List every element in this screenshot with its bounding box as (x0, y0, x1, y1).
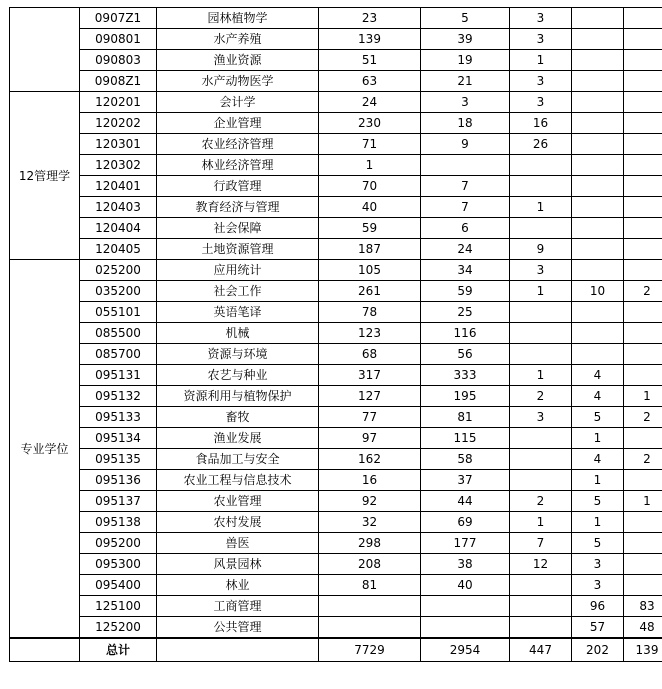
value-cell (572, 344, 624, 365)
major-cell: 农村发展 (157, 512, 319, 533)
table-row (10, 155, 662, 176)
code-cell: 120404 (80, 218, 157, 239)
value-cell: 40 (319, 197, 421, 218)
table-row (10, 491, 662, 512)
value-cell: 3 (510, 71, 572, 92)
value-cell: 1 (624, 491, 662, 512)
code-cell: 0907Z1 (80, 8, 157, 29)
value-cell (510, 218, 572, 239)
value-cell: 127 (319, 386, 421, 407)
value-cell: 57 (572, 617, 624, 639)
value-cell (624, 8, 662, 29)
value-cell: 9 (421, 134, 510, 155)
value-cell (510, 470, 572, 491)
value-cell (572, 29, 624, 50)
major-cell: 林业经济管理 (157, 155, 319, 176)
empty-cell (157, 638, 319, 662)
value-cell: 162 (319, 449, 421, 470)
value-cell: 1 (510, 50, 572, 71)
value-cell: 1 (510, 512, 572, 533)
value-cell: 2 (624, 407, 662, 428)
value-cell: 34 (421, 260, 510, 281)
value-cell (510, 155, 572, 176)
value-cell: 5 (421, 8, 510, 29)
total-value-cell: 139 (624, 638, 662, 662)
table-row (10, 50, 662, 71)
table-row (10, 596, 662, 617)
table-body (10, 8, 662, 662)
value-cell: 5 (572, 533, 624, 554)
value-cell: 5 (572, 491, 624, 512)
enrollment-table (9, 7, 662, 662)
table-row (10, 554, 662, 575)
total-value-cell: 2954 (421, 638, 510, 662)
value-cell (572, 323, 624, 344)
table-row (10, 470, 662, 491)
value-cell: 3 (510, 29, 572, 50)
code-cell: 120301 (80, 134, 157, 155)
value-cell: 63 (319, 71, 421, 92)
code-cell: 095133 (80, 407, 157, 428)
value-cell: 6 (421, 218, 510, 239)
value-cell (624, 50, 662, 71)
value-cell (572, 50, 624, 71)
value-cell (421, 617, 510, 639)
value-cell: 9 (510, 239, 572, 260)
major-cell: 渔业发展 (157, 428, 319, 449)
table-row (10, 71, 662, 92)
value-cell: 32 (319, 512, 421, 533)
value-cell: 18 (421, 113, 510, 134)
table-row (10, 176, 662, 197)
value-cell: 16 (510, 113, 572, 134)
value-cell: 317 (319, 365, 421, 386)
value-cell: 3 (510, 92, 572, 113)
code-cell: 120302 (80, 155, 157, 176)
major-cell: 应用统计 (157, 260, 319, 281)
code-cell: 095138 (80, 512, 157, 533)
value-cell (624, 323, 662, 344)
value-cell: 71 (319, 134, 421, 155)
value-cell (624, 29, 662, 50)
value-cell: 12 (510, 554, 572, 575)
value-cell: 7 (421, 176, 510, 197)
major-cell: 社会工作 (157, 281, 319, 302)
value-cell: 1 (510, 197, 572, 218)
major-cell: 工商管理 (157, 596, 319, 617)
value-cell (624, 554, 662, 575)
value-cell: 96 (572, 596, 624, 617)
value-cell (572, 218, 624, 239)
value-cell (624, 575, 662, 596)
major-cell: 农艺与种业 (157, 365, 319, 386)
table-row (10, 428, 662, 449)
value-cell (572, 92, 624, 113)
value-cell: 230 (319, 113, 421, 134)
value-cell (572, 260, 624, 281)
table-row (10, 533, 662, 554)
value-cell (319, 617, 421, 639)
value-cell: 116 (421, 323, 510, 344)
major-cell: 机械 (157, 323, 319, 344)
value-cell (624, 470, 662, 491)
value-cell (624, 302, 662, 323)
major-cell: 英语笔译 (157, 302, 319, 323)
major-cell: 风景园林 (157, 554, 319, 575)
value-cell: 58 (421, 449, 510, 470)
code-cell: 095137 (80, 491, 157, 512)
value-cell: 105 (319, 260, 421, 281)
category-cell (10, 8, 80, 92)
major-cell: 农业工程与信息技术 (157, 470, 319, 491)
major-cell: 土地资源管理 (157, 239, 319, 260)
major-cell: 水产动物医学 (157, 71, 319, 92)
table-row (10, 8, 662, 29)
code-cell: 095400 (80, 575, 157, 596)
code-cell: 120403 (80, 197, 157, 218)
value-cell: 16 (319, 470, 421, 491)
value-cell: 25 (421, 302, 510, 323)
value-cell: 3 (510, 407, 572, 428)
value-cell (572, 302, 624, 323)
value-cell: 1 (510, 281, 572, 302)
major-cell: 农业经济管理 (157, 134, 319, 155)
value-cell: 24 (319, 92, 421, 113)
code-cell: 090801 (80, 29, 157, 50)
major-cell: 水产养殖 (157, 29, 319, 50)
value-cell: 77 (319, 407, 421, 428)
value-cell: 115 (421, 428, 510, 449)
major-cell: 教育经济与管理 (157, 197, 319, 218)
code-cell: 120201 (80, 92, 157, 113)
value-cell (572, 176, 624, 197)
value-cell: 92 (319, 491, 421, 512)
value-cell (624, 365, 662, 386)
code-cell: 095135 (80, 449, 157, 470)
value-cell (624, 533, 662, 554)
value-cell (510, 302, 572, 323)
code-cell: 085700 (80, 344, 157, 365)
value-cell: 139 (319, 29, 421, 50)
value-cell: 5 (572, 407, 624, 428)
code-cell: 125200 (80, 617, 157, 639)
value-cell (624, 197, 662, 218)
major-cell: 农业管理 (157, 491, 319, 512)
major-cell: 社会保障 (157, 218, 319, 239)
value-cell (572, 197, 624, 218)
table-row (10, 386, 662, 407)
code-cell: 025200 (80, 260, 157, 281)
value-cell (510, 449, 572, 470)
value-cell: 4 (572, 449, 624, 470)
major-cell: 会计学 (157, 92, 319, 113)
code-cell: 095136 (80, 470, 157, 491)
table-row (10, 365, 662, 386)
table-row (10, 617, 662, 639)
value-cell: 3 (510, 8, 572, 29)
value-cell: 23 (319, 8, 421, 29)
value-cell: 83 (624, 596, 662, 617)
value-cell: 44 (421, 491, 510, 512)
value-cell: 2 (510, 386, 572, 407)
value-cell: 195 (421, 386, 510, 407)
code-cell: 095131 (80, 365, 157, 386)
code-cell: 120405 (80, 239, 157, 260)
code-cell: 120401 (80, 176, 157, 197)
value-cell: 208 (319, 554, 421, 575)
code-cell: 120202 (80, 113, 157, 134)
value-cell: 97 (319, 428, 421, 449)
value-cell: 1 (572, 512, 624, 533)
value-cell: 1 (624, 386, 662, 407)
code-cell: 095300 (80, 554, 157, 575)
value-cell: 1 (572, 470, 624, 491)
value-cell: 3 (510, 260, 572, 281)
value-cell: 1 (572, 428, 624, 449)
value-cell: 78 (319, 302, 421, 323)
table-row (10, 281, 662, 302)
code-cell: 095132 (80, 386, 157, 407)
value-cell (624, 428, 662, 449)
major-cell: 资源与环境 (157, 344, 319, 365)
category-cell: 12管理学 (10, 92, 80, 260)
code-cell: 0908Z1 (80, 71, 157, 92)
category-cell: 专业学位 (10, 260, 80, 639)
value-cell (624, 344, 662, 365)
code-cell: 095200 (80, 533, 157, 554)
value-cell (624, 176, 662, 197)
total-label: 总计 (80, 638, 157, 662)
value-cell: 4 (572, 365, 624, 386)
value-cell (510, 323, 572, 344)
code-cell: 090803 (80, 50, 157, 71)
value-cell (510, 428, 572, 449)
value-cell: 261 (319, 281, 421, 302)
value-cell (624, 113, 662, 134)
table-row (10, 302, 662, 323)
value-cell (624, 218, 662, 239)
value-cell (572, 155, 624, 176)
value-cell (624, 239, 662, 260)
table-row (10, 92, 662, 113)
value-cell (572, 113, 624, 134)
value-cell: 68 (319, 344, 421, 365)
major-cell: 企业管理 (157, 113, 319, 134)
value-cell (510, 575, 572, 596)
value-cell: 177 (421, 533, 510, 554)
value-cell: 37 (421, 470, 510, 491)
table-row (10, 575, 662, 596)
empty-cell (10, 638, 80, 662)
value-cell: 26 (510, 134, 572, 155)
value-cell (624, 260, 662, 281)
value-cell: 81 (319, 575, 421, 596)
table-row (10, 260, 662, 281)
value-cell (572, 8, 624, 29)
value-cell: 38 (421, 554, 510, 575)
table-row (10, 407, 662, 428)
table-row (10, 197, 662, 218)
value-cell (624, 71, 662, 92)
value-cell: 3 (572, 575, 624, 596)
table-row (10, 512, 662, 533)
value-cell (510, 596, 572, 617)
value-cell: 24 (421, 239, 510, 260)
code-cell: 055101 (80, 302, 157, 323)
value-cell: 123 (319, 323, 421, 344)
value-cell: 48 (624, 617, 662, 639)
value-cell: 59 (421, 281, 510, 302)
major-cell: 行政管理 (157, 176, 319, 197)
value-cell: 51 (319, 50, 421, 71)
value-cell: 81 (421, 407, 510, 428)
value-cell (510, 344, 572, 365)
table-row (10, 218, 662, 239)
code-cell: 095134 (80, 428, 157, 449)
value-cell (572, 134, 624, 155)
major-cell: 兽医 (157, 533, 319, 554)
value-cell (624, 92, 662, 113)
value-cell (510, 617, 572, 639)
table-row (10, 449, 662, 470)
value-cell: 10 (572, 281, 624, 302)
value-cell: 2 (624, 281, 662, 302)
major-cell: 食品加工与安全 (157, 449, 319, 470)
table-row (10, 29, 662, 50)
code-cell: 035200 (80, 281, 157, 302)
value-cell: 56 (421, 344, 510, 365)
value-cell: 187 (319, 239, 421, 260)
table-row (10, 239, 662, 260)
table-row (10, 344, 662, 365)
value-cell: 333 (421, 365, 510, 386)
value-cell (572, 239, 624, 260)
value-cell: 21 (421, 71, 510, 92)
value-cell (624, 512, 662, 533)
value-cell (319, 596, 421, 617)
value-cell: 4 (572, 386, 624, 407)
code-cell: 125100 (80, 596, 157, 617)
value-cell (572, 71, 624, 92)
table-row (10, 323, 662, 344)
value-cell: 7 (421, 197, 510, 218)
value-cell (421, 596, 510, 617)
total-value-cell: 202 (572, 638, 624, 662)
total-value-cell: 7729 (319, 638, 421, 662)
table-row (10, 113, 662, 134)
value-cell: 1 (510, 365, 572, 386)
value-cell: 2 (510, 491, 572, 512)
value-cell: 70 (319, 176, 421, 197)
value-cell (421, 155, 510, 176)
value-cell (624, 155, 662, 176)
value-cell: 19 (421, 50, 510, 71)
major-cell: 林业 (157, 575, 319, 596)
value-cell: 59 (319, 218, 421, 239)
value-cell: 3 (421, 92, 510, 113)
major-cell: 园林植物学 (157, 8, 319, 29)
table-row (10, 134, 662, 155)
value-cell: 69 (421, 512, 510, 533)
total-value-cell: 447 (510, 638, 572, 662)
major-cell: 资源利用与植物保护 (157, 386, 319, 407)
major-cell: 公共管理 (157, 617, 319, 639)
value-cell: 7 (510, 533, 572, 554)
major-cell: 畜牧 (157, 407, 319, 428)
major-cell: 渔业资源 (157, 50, 319, 71)
code-cell: 085500 (80, 323, 157, 344)
total-row (10, 638, 662, 662)
value-cell (510, 176, 572, 197)
value-cell: 40 (421, 575, 510, 596)
value-cell: 2 (624, 449, 662, 470)
value-cell: 3 (572, 554, 624, 575)
value-cell: 39 (421, 29, 510, 50)
value-cell (624, 134, 662, 155)
value-cell: 298 (319, 533, 421, 554)
value-cell: 1 (319, 155, 421, 176)
